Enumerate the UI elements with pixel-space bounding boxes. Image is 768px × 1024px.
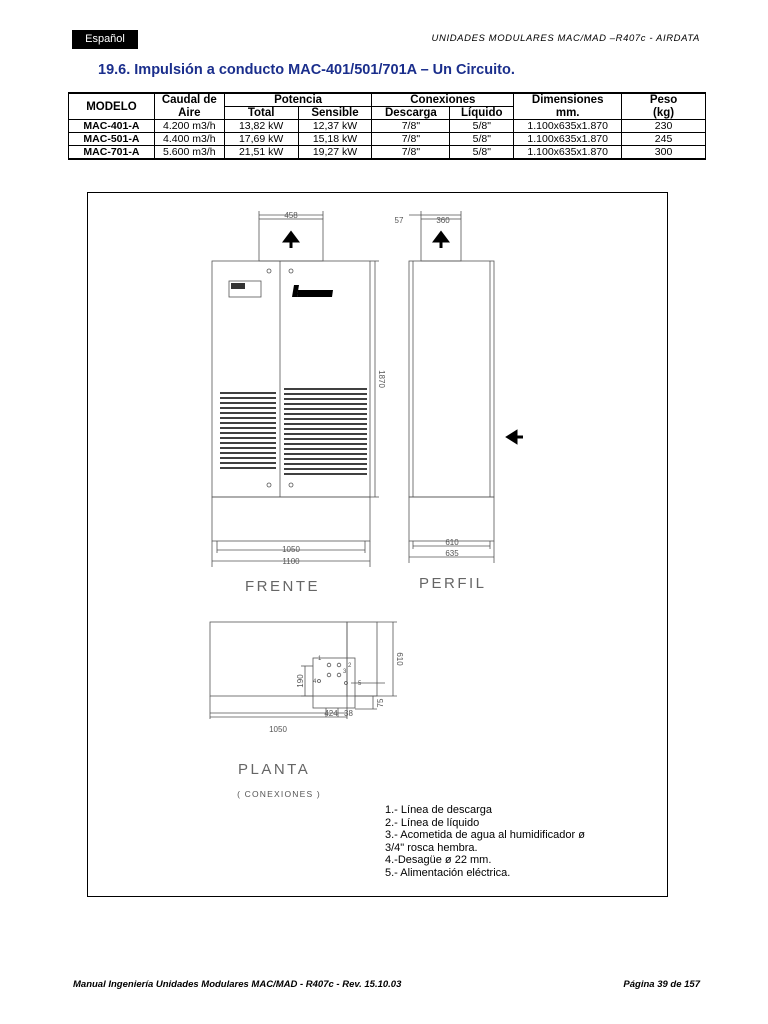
header-modelo: MODELO (69, 93, 155, 120)
cell-dimensiones: 1.100x635x1.870 (514, 146, 622, 160)
lock-icon (289, 269, 293, 273)
airdata-logo (297, 290, 333, 297)
dim-plan-depth: 610 (395, 652, 404, 666)
header-dimensiones-line2: mm. (514, 107, 622, 120)
section-title: 19.6. Impulsión a conducto MAC-401/501/701A – Un Circuito. (98, 62, 515, 78)
cell-total: 13,82 kW (224, 120, 298, 133)
connection-number: 2 (348, 663, 352, 669)
cell-caudal: 4.200 m3/h (154, 120, 224, 133)
table-row (69, 133, 706, 146)
technical-drawing (88, 193, 667, 896)
plan-view-label: PLANTA (238, 761, 311, 778)
air-intake-arrow-icon (508, 432, 523, 442)
footer-page-number: Página 39 de 157 (623, 979, 700, 990)
header-potencia: Potencia (224, 93, 372, 107)
cell-sensible: 19,27 kW (298, 146, 372, 160)
lock-icon (267, 483, 271, 487)
dim-front-inner-width: 1050 (282, 545, 300, 554)
connection-number: 4 (313, 679, 317, 685)
cell-caudal: 5.600 m3/h (154, 146, 224, 160)
header-dimensiones-line1: Dimensiones (514, 93, 622, 107)
cell-modelo: MAC-701-A (69, 146, 155, 160)
plan-outline (210, 622, 347, 696)
legend-item: 1.- Línea de descarga (385, 804, 493, 816)
header-caudal-line1: Caudal de (154, 93, 224, 107)
cell-modelo: MAC-401-A (69, 120, 155, 133)
lock-icon (267, 269, 271, 273)
drawing-frame (87, 192, 668, 897)
specifications-table (68, 92, 706, 160)
profile-view-label: PERFIL (419, 575, 487, 592)
header-total: Total (224, 107, 298, 120)
dim-profile-inner: 610 (445, 538, 459, 547)
front-grille-right (284, 389, 367, 474)
cell-descarga: 7/8" (372, 146, 450, 160)
dim-plan-38: 38 (344, 709, 353, 718)
dim-front-duct: 458 (284, 211, 298, 220)
cell-liquido: 5/8" (450, 146, 514, 160)
header-caudal-line2: Aire (154, 107, 224, 120)
cell-dimensiones: 1.100x635x1.870 (514, 133, 622, 146)
legend-item: 3/4" rosca hembra. (385, 841, 478, 854)
cell-descarga: 7/8" (372, 120, 450, 133)
dim-front-width: 1100 (282, 557, 300, 566)
dim-profile-depth: 635 (445, 549, 459, 558)
cell-liquido: 5/8" (450, 120, 514, 133)
cell-sensible: 15,18 kW (298, 133, 372, 146)
header-conexiones: Conexiones (372, 93, 514, 107)
connections-legend (385, 804, 585, 880)
dim-plan-75: 75 (376, 698, 385, 708)
plan-sublabel: ( CONEXIONES ) (237, 789, 321, 799)
table-row (69, 120, 706, 133)
cell-sensible: 12,37 kW (298, 120, 372, 133)
document-header-title: UNIDADES MODULARES MAC/MAD –R407c - AIRDATA (431, 33, 700, 44)
footer-manual-title: Manual Ingeniería Unidades Modulares MAC/MAD - R407c - Rev. 15.10.03 (73, 979, 402, 990)
cell-liquido: 5/8" (450, 133, 514, 146)
profile-unit-body (409, 261, 494, 497)
air-outlet-arrow-icon (435, 233, 447, 248)
language-badge: Español (72, 30, 138, 49)
header-peso-line1: Peso (622, 93, 706, 107)
front-grille-left (220, 393, 276, 468)
connection-number: 1 (318, 656, 322, 662)
front-view-label: FRENTE (245, 578, 320, 595)
connection-number: 3 (343, 669, 347, 675)
front-unit-body (212, 261, 370, 497)
cell-caudal: 4.400 m3/h (154, 133, 224, 146)
header-liquido: Líquido (450, 107, 514, 120)
legend-item: 5.- Alimentación eléctrica. (385, 866, 511, 879)
cell-peso: 230 (622, 120, 706, 133)
connection-number: 5 (358, 681, 362, 687)
cell-peso: 300 (622, 146, 706, 160)
legend-item: 3.- Acometida de agua al humidificador ø (385, 829, 585, 842)
cell-dimensiones: 1.100x635x1.870 (514, 120, 622, 133)
cell-total: 21,51 kW (224, 146, 298, 160)
dim-plan-190: 190 (296, 674, 305, 688)
header-peso-line2: (kg) (622, 107, 706, 120)
legend-item: 4.-Desagüe ø 22 mm. (385, 854, 492, 867)
cell-peso: 245 (622, 133, 706, 146)
table-row (69, 146, 706, 160)
lock-icon (289, 483, 293, 487)
cell-descarga: 7/8" (372, 133, 450, 146)
cell-total: 17,69 kW (224, 133, 298, 146)
cell-modelo: MAC-501-A (69, 133, 155, 146)
dim-plan-424: 424 (324, 709, 338, 718)
dim-plan-width: 1050 (269, 725, 287, 734)
legend-item: 2.- Línea de líquido (385, 816, 480, 829)
header-descarga: Descarga (372, 107, 450, 120)
dim-profile-offset: 57 (394, 216, 404, 225)
header-sensible: Sensible (298, 107, 372, 120)
dim-profile-duct: 360 (436, 216, 450, 225)
dim-front-height: 1870 (377, 370, 386, 388)
air-outlet-arrow-icon (285, 233, 297, 248)
